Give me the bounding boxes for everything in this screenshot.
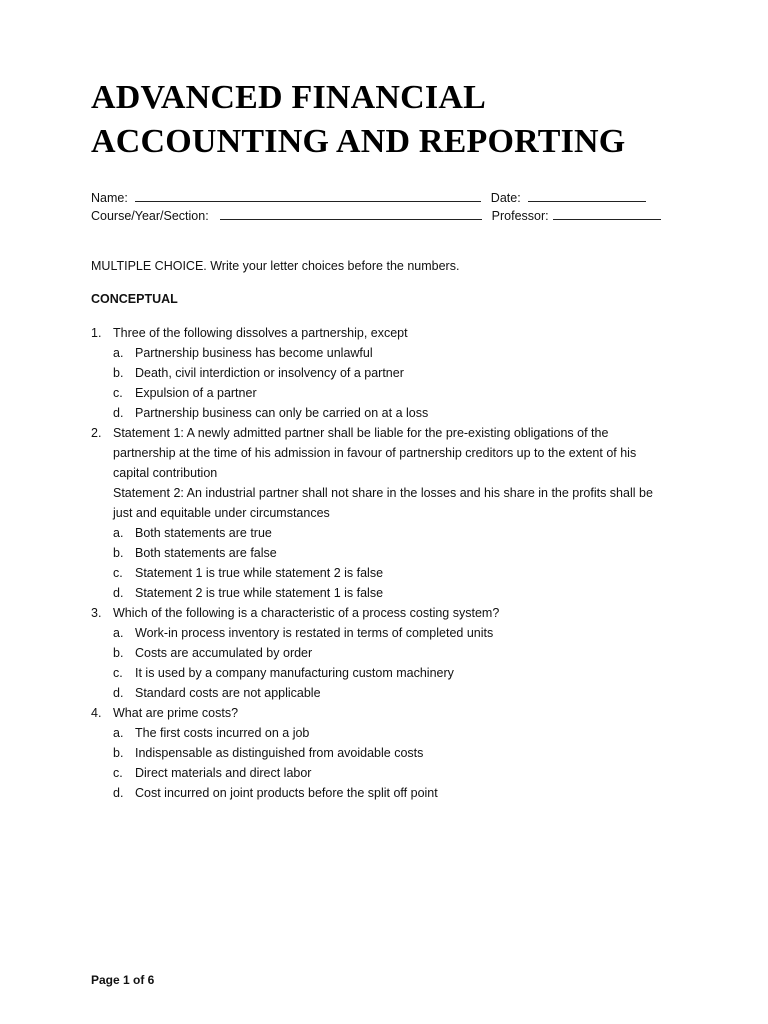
question-list xyxy=(91,323,671,803)
option-text: Standard costs are not applicable xyxy=(135,686,321,700)
option-item xyxy=(113,623,671,643)
question-number: 2. xyxy=(91,426,102,440)
name-field[interactable] xyxy=(135,190,481,202)
option-item xyxy=(113,343,671,363)
option-text: Partnership business has become unlawful xyxy=(135,346,373,360)
option-item xyxy=(113,543,671,563)
option-text: Death, civil interdiction or insolvency of a partner xyxy=(135,366,404,380)
title-line-2: ACCOUNTING AND REPORTING xyxy=(91,123,626,160)
question-number: 4. xyxy=(91,706,102,720)
option-text: Statement 1 is true while statement 2 is false xyxy=(135,566,384,580)
name-date-row xyxy=(91,188,671,208)
question-2 xyxy=(91,423,671,603)
date-label: Date: xyxy=(490,191,521,205)
option-text: Direct materials and direct labor xyxy=(135,766,312,780)
option-letter: c. xyxy=(113,766,123,780)
option-item xyxy=(113,563,671,583)
option-list xyxy=(113,623,671,703)
option-letter: b. xyxy=(113,646,124,660)
course-label: Course/Year/Section: xyxy=(91,209,209,223)
option-letter: d. xyxy=(113,406,124,420)
option-letter: b. xyxy=(113,746,124,760)
question-number: 1. xyxy=(91,326,102,340)
document-title xyxy=(91,76,711,164)
statement-2-text: Statement 2: An industrial partner shall not share in the losses and his share in the profits shall be just and equitable under circumstances xyxy=(113,486,653,520)
option-list xyxy=(113,723,671,803)
page-number: Page 1 of 6 xyxy=(91,973,155,987)
section-heading: CONCEPTUAL xyxy=(91,292,178,306)
option-item xyxy=(113,683,671,703)
option-item xyxy=(113,403,671,423)
option-text: It is used by a company manufacturing custom machinery xyxy=(135,666,454,680)
name-label: Name: xyxy=(91,191,128,205)
option-item xyxy=(113,583,671,603)
option-text: Expulsion of a partner xyxy=(135,386,257,400)
option-item xyxy=(113,783,671,803)
option-item xyxy=(113,383,671,403)
option-letter: a. xyxy=(113,346,124,360)
option-item xyxy=(113,363,671,383)
option-text: Indispensable as distinguished from avoidable costs xyxy=(135,746,424,760)
option-letter: c. xyxy=(113,666,123,680)
option-letter: d. xyxy=(113,786,124,800)
option-letter: c. xyxy=(113,386,123,400)
option-letter: d. xyxy=(113,586,124,600)
question-4 xyxy=(91,703,671,803)
question-3 xyxy=(91,603,671,703)
question-text: What are prime costs? xyxy=(113,706,239,720)
course-field[interactable] xyxy=(220,208,482,220)
option-text: Statement 2 is true while statement 1 is false xyxy=(135,586,384,600)
option-item xyxy=(113,663,671,683)
question-text: Three of the following dissolves a partnership, except xyxy=(113,326,408,340)
option-letter: a. xyxy=(113,726,124,740)
option-item xyxy=(113,523,671,543)
question-text: Which of the following is a characteristic of a process costing system? xyxy=(113,606,500,620)
date-field[interactable] xyxy=(528,190,646,202)
option-letter: b. xyxy=(113,546,124,560)
question-1 xyxy=(91,323,671,423)
option-list xyxy=(113,343,671,423)
option-text: The first costs incurred on a job xyxy=(135,726,310,740)
option-letter: d. xyxy=(113,686,124,700)
option-text: Work-in process inventory is restated in terms of completed units xyxy=(135,626,494,640)
option-text: Partnership business can only be carried on at a loss xyxy=(135,406,429,420)
option-letter: a. xyxy=(113,526,124,540)
question-number: 3. xyxy=(91,606,102,620)
professor-field[interactable] xyxy=(553,208,661,220)
professor-label: Professor: xyxy=(491,209,549,223)
option-item xyxy=(113,743,671,763)
option-item xyxy=(113,763,671,783)
title-line-1: ADVANCED FINANCIAL xyxy=(91,79,486,116)
statement-1-text: Statement 1: A newly admitted partner shall be liable for the pre-existing obligations of the partnership at the time of his admission in favour of partnership creditors up to the extent of his capital contribution xyxy=(113,426,637,480)
option-text: Costs are accumulated by order xyxy=(135,646,313,660)
instructions-text: MULTIPLE CHOICE. Write your letter choices before the numbers. xyxy=(91,259,460,273)
option-list xyxy=(113,523,671,603)
option-text: Both statements are false xyxy=(135,546,277,560)
option-letter: a. xyxy=(113,626,124,640)
option-text: Both statements are true xyxy=(135,526,272,540)
course-professor-row xyxy=(91,206,671,226)
option-text: Cost incurred on joint products before the split off point xyxy=(135,786,438,800)
option-letter: c. xyxy=(113,566,123,580)
option-letter: b. xyxy=(113,366,124,380)
option-item xyxy=(113,643,671,663)
option-item xyxy=(113,723,671,743)
